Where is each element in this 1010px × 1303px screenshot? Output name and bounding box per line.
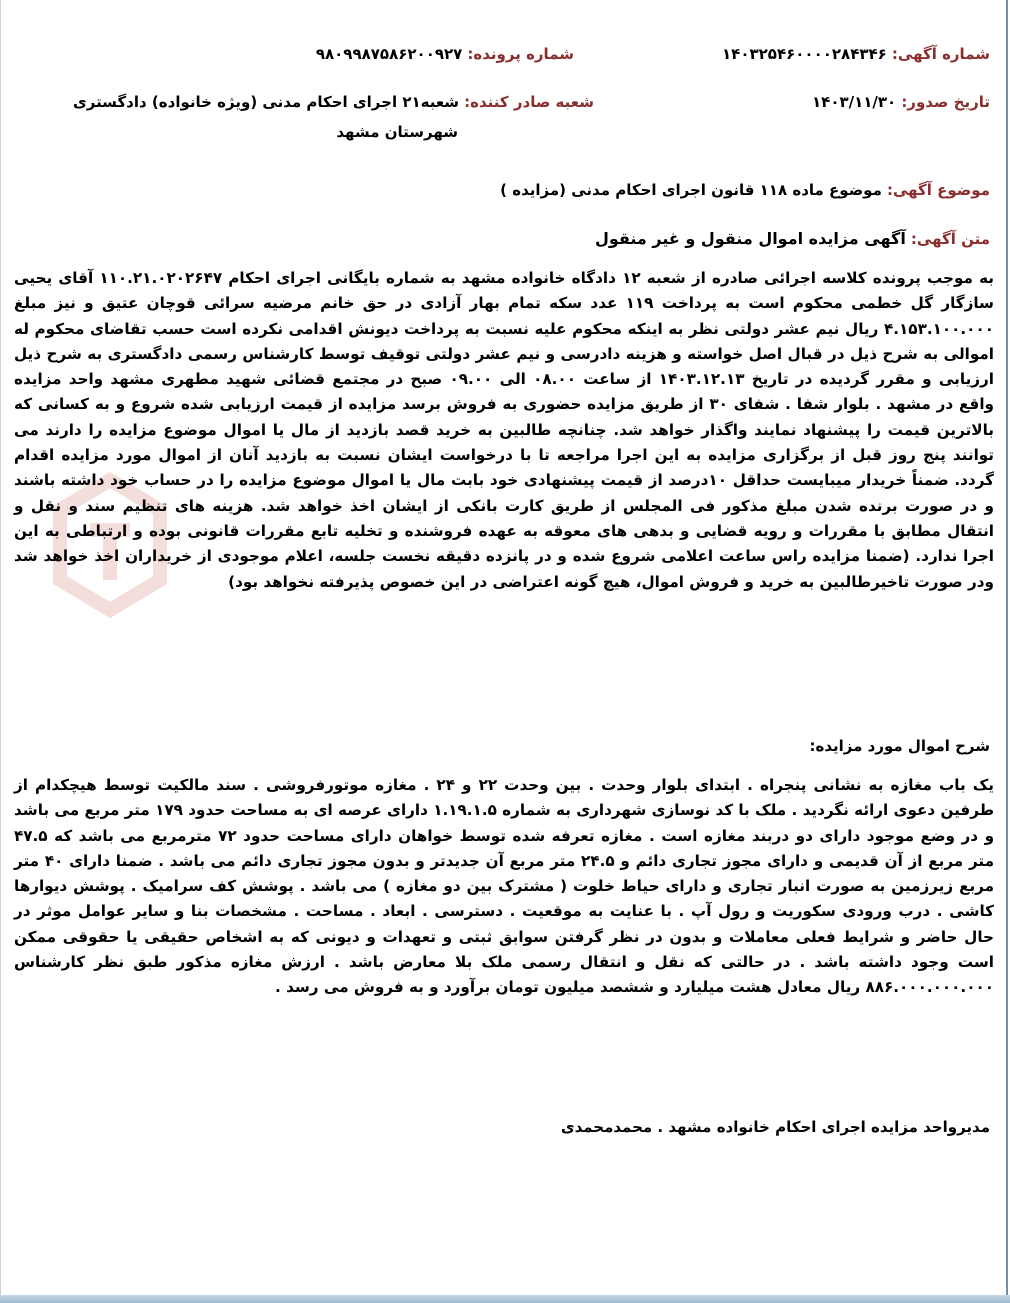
property-description: یک باب مغازه به نشانی پنجراه . ابتدای بلوار وحدت . بین وحدت ۲۲ و ۲۴ . مغازه موتورفروشی . سند مالکیت توسط هیچکدام از طرفین دعوی ارائه نگردید . ملک با کد نوسازی شهرداری به شماره ۱.۱۹.۱.۵ دارای عرصه ای به مساحت حدود ۱۷۹ متر مربع می باشد و در وضع موجود دارای دو دربند مغازه است . مغازه تعرفه شده توسط خواهان دارای مساحت حدود ۷۲ مترمربع می باشد که ۴۷.۵ متر مربع از آن قدیمی و دارای مجوز تجاری دائم و ۲۴.۵ متر مربع آن جدیدتر و بدون مجوز تجاری دائم می باشد . ضمنا دارای ۴۰ متر مربع زیرزمین به صورت انبار تجاری و دارای حیاط خلوت ( مشترک بین دو مغازه ) می باشد . پوشش کف سرامیک . پوشش دیوارها کاشی . درب ورودی سکوریت و رول آپ . با عنایت به موقعیت . دسترسی . ابعاد . مساحت . مشخصات بنا و سایر عوامل موثر در حال حاضر و شرایط فعلی معاملات و بدون در نظر گرفتن سوابق ثبتی و تعهدات و دیونی که به اشخاص حقیقی یا حقوقی ممکن است وجود داشته باشد . در حالتی که نقل و انتقال رسمی ملک بلا معارض باشد . ارزش مغازه مذکور طبق نظر کارشناس ۸۸۶.۰۰۰.۰۰۰.۰۰۰ ریال معادل هشت میلیارد و ششصد میلیون تومان برآورد و به فروش می رسد . [14,776,995,997]
issue-date [812,92,990,111]
property-heading [810,736,990,755]
signature [561,1117,990,1136]
issuer-value-line2: شهرستان مشهد [336,123,458,141]
issuer-value-line1: شعبه۲۱ اجرای احکام مدنی (ویژه خانواده) دادگستری [72,93,460,111]
signature-text: مدیرواحد مزایده اجرای احکام خانواده مشهد . محمدمحمدی [560,1118,990,1136]
subject-label: موضوع آگهی: [886,181,990,199]
subject [500,180,990,199]
case-number [316,44,574,63]
ad-text [595,229,990,248]
issue-date-label: تاریخ صدور: [901,93,990,111]
issue-date-value: ۱۴۰۳/۱۱/۳۰ [812,93,897,111]
ad-text-value: آگهی مزایده اموال منقول و غیر منقول [594,229,906,248]
auction-paragraph: به موجب پرونده کلاسه اجرائی صادره از شعبه ۱۲ دادگاه خانواده مشهد به شماره بایگانی اجرای احکام ۱۱۰.۲۱.۰۲۰۲۶۴۷ آقای یحیی سازگار گل خطمی محکوم است به پرداخت ۱۱۹ عدد سکه تمام بهار آزادی در حق خانم مرضیه سرائی قوچان عتیق و نیز مبلغ ۴.۱۵۳.۱۰۰.۰۰۰ ریال نیم عشر دولتی نظر به اینکه محکوم علیه نسبت به پرداخت دیونش اقدامی نکرده است حسب تقاضای محکوم له اموالی به شرح ذیل در قبال اصل خواسته و هزینه دادرسی و نیم عشر دولتی توقیف توسط کارشناس رسمی دادگستری به شرح ذیل ارزیابی و مقرر گردیده در تاریخ ۱۴۰۳.۱۲.۱۳ از ساعت ۰۸.۰۰ الی ۰۹.۰۰ صبح در مجتمع قضائی شهید مطهری مشهد واحد مزایده واقع در مشهد . بلوار شفا . شفای ۳۰ از طریق مزایده حضوری به فروش برسد مزایده از قیمت ارزیابی شده شروع و به کسانی که بالاترین قیمت را پیشنهاد نمایند واگذار خواهد شد. چنانچه طالبین به خرید قصد بازدید از مال یا اموال موضوع مزایده را دارند می توانند پنج روز قبل از برگزاری مزایده به این اجرا مراجعه تا با درخواست ایشان نسبت به بازدید آنان از اموال مورد مزایده اقدام گردد. ضمناً خریدار میبایست حداقل ۱۰درصد از قیمت پیشنهادی خود بابت مال یا اموال موضوع مزایده را در حساب خود داشته باشند و در صورت برنده شدن مبلغ مذکور فی المجلس از طریق کارت بانکی از ایشان اخذ خواهد شد. هزینه های تنظیم سند و نقل و انتقال مطابق با مقررات و رویه قضایی و بدهی های معوقه به عهده فروشنده و تخلیه تابع مقررات قانونی بوده و ارتباطی به این اجرا ندارد. (ضمنا مزایده راس ساعت اعلامی شروع شده و در پانزده دقیقه نخست جلسه، اعلام موجودی از خریداران اخذ خواهد شد ودر صورت تاخیرطالبین به خرید و فروش اموال، هیچ گونه اعتراضی در این خصوص پذیرفته نخواهد بود) [14,269,994,591]
issuer-line2 [336,122,458,141]
bottom-bar [0,1295,1010,1303]
case-number-label: شماره پرونده: [467,45,574,63]
subject-value: موضوع ماده ۱۱۸ قانون اجرای احکام مدنی (مزایده ) [500,181,882,199]
ad-text-label: متن آگهی: [910,230,990,248]
issuer-label: شعبه صادر کننده: [464,93,594,111]
case-number-value: ۹۸۰۹۹۸۷۵۸۶۲۰۰۹۲۷ [315,45,463,63]
issuer [73,92,594,111]
ad-number-value: ۱۴۰۳۲۵۴۶۰۰۰۰۲۸۴۳۴۶ [722,45,887,63]
ad-number [722,44,990,63]
property-heading-text: شرح اموال مورد مزایده: [809,737,990,755]
ad-number-label: شماره آگهی: [891,45,990,63]
